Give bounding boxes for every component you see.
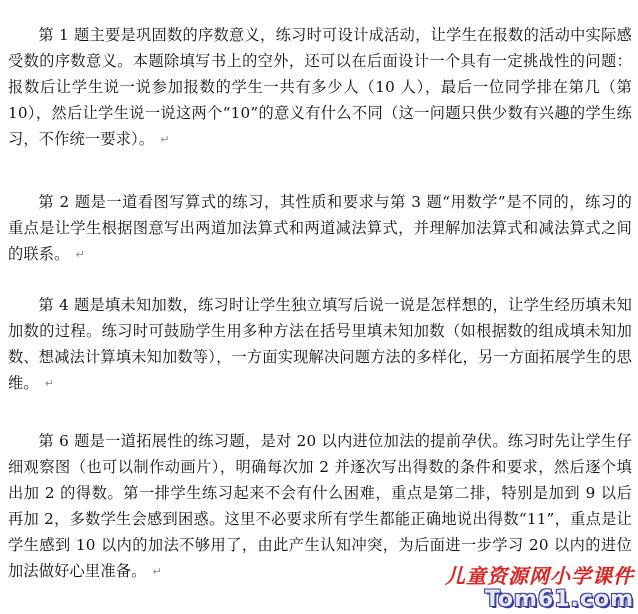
paragraph-mark-icon: ↵ (44, 377, 55, 390)
watermark-title: 儿童资源网小学课件 (445, 564, 634, 588)
paragraph-4 (8, 428, 632, 585)
paragraph-2 (8, 189, 632, 268)
paragraph-mark-icon: ↵ (152, 565, 162, 578)
paragraph-3-text: 第 4 题是填未知加数，练习时让学生独立填写后说一说是怎样想的，让学生经历填未知加数的过程。练习时可鼓励学生用多种方法在括号里填未知加数（如根据数的组成填未知加数、想减法计算填未知加数等），一方面实现解决问题方法的多样化，另一方面拓展学生的思维。 (8, 296, 632, 392)
paragraph-1 (8, 22, 632, 153)
watermark-domain: Tom61.com (484, 587, 634, 612)
paragraph-2-text: 第 2 题是一道看图写算式的练习，其性质和要求与第 3 题“用数学”是不同的，练习的重点是让学生根据图意写出两道加法算式和两道减法算式，并理解加法算式和减法算式之间的联系。 (8, 193, 632, 263)
paragraph-mark-icon: ↵ (160, 133, 170, 146)
paragraph-mark-icon: ↵ (75, 248, 85, 261)
paragraph-4-text: 第 6 题是一道拓展性的练习题，是对 20 以内进位加法的提前孕伏。练习时先让学生仔细观察图（也可以制作动画片），明确每次加 2 并逐次写出得数的条件和要求，然后逐个填出加 2 的得数。第一排学生练习起来不会有什么困难，重点是第二排，特别是加到 9 以后再加 2，多数学生会感到困惑。这里不必要求所有学生都能正确地说出得数“11”，重点是让学生感到 10 以内的加法不够用了，由此产生认知冲突，为后面进一步学习 20 以内的进位加法做好心里准备。 (8, 432, 632, 580)
paragraph-3 (8, 292, 632, 397)
paragraph-1-text: 第 1 题主要是巩固数的序数意义，练习时可设计成活动，让学生在报数的活动中实际感受数的序数意义。本题除填写书上的空外，还可以在后面设计一个具有一定挑战性的问题：报数后让学生说一说参加报数的学生一共有多少人（10 人），最后一位同学排在第几（第 10），然后让学生说一说这两个“10”的意义有什么不同（这一问题只供少数有兴趣的学生练习，不作统一要求）。 (8, 26, 632, 148)
